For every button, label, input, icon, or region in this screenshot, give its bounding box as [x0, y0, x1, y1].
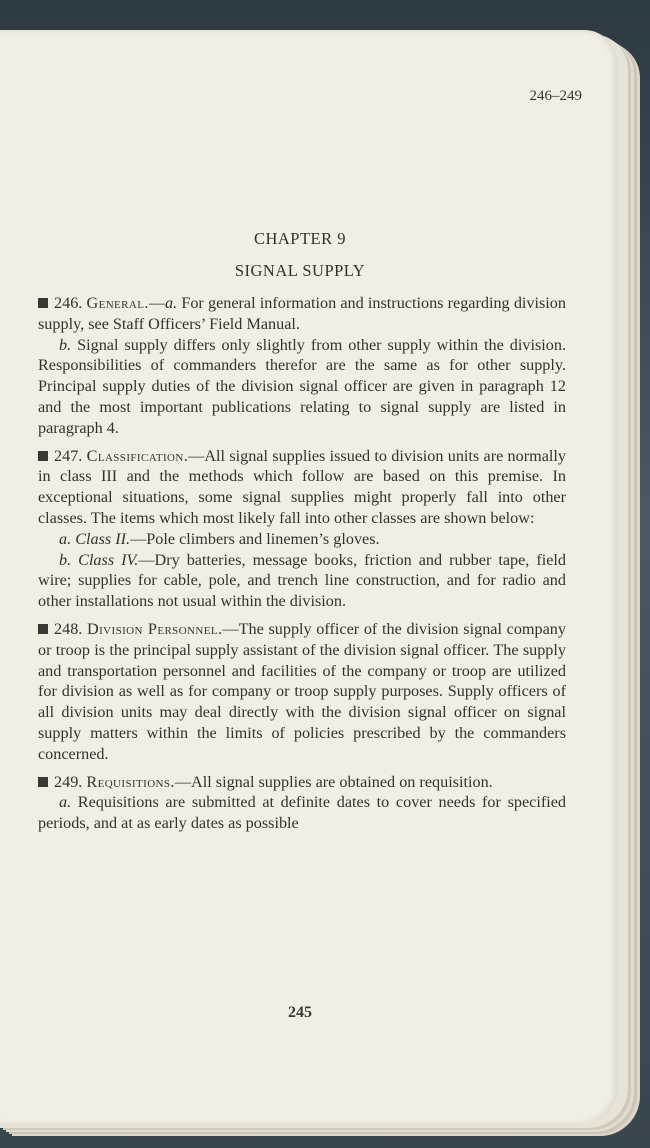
paragraph-247: 247. Classification.—All signal supplies issued to division units are normally in class III and the methods which follow are based on this premise. In exceptional situations, some signal supplies might properly fall into other classes. The items which most likely fall into other classes are shown below:: [38, 446, 566, 527]
chapter-title: SIGNAL SUPPLY: [234, 261, 366, 280]
paragraph-248: 248. Division Personnel.—The supply officer of the division signal company or troop is the principal supply assistant of the division signal officer. The supply and transportation personnel and facilities of the company or troop are utilized for division as well as for company or troop supply purposes. Supply officers of all division units may deal directly with the division signal officer on signal supply matters within the limits of policies prescribed by the commanders concerned.: [38, 619, 566, 763]
section-mark-icon: [38, 624, 48, 634]
paragraph-246-b: b. Signal supply differs only slightly from other supply within the division. Responsibilities of commanders therefor are the same as for other supply. Principal supply duties of the division signal officer are given in paragraph 12 and the most important publications relating to signal supply are listed in paragraph 4.: [38, 335, 566, 437]
chapter-number: CHAPTER 9: [253, 229, 347, 248]
section-mark-icon: [38, 451, 48, 461]
paragraph-246: 246. General.—a. For general information and instructions regarding division supply, see Staff Officers’ Field Manual.: [38, 294, 566, 333]
body-text: [38, 293, 566, 834]
page-number: 245: [288, 1004, 312, 1021]
running-page-range: 246–249: [529, 88, 582, 104]
paragraph-249: 249. Requisitions.—All signal supplies are obtained on requisition.: [38, 772, 566, 793]
section-mark-icon: [38, 298, 48, 308]
paragraph-249-a: a. Requisitions are submitted at definite dates to cover needs for specified periods, and at as early dates as possible: [38, 793, 566, 833]
paragraph-247-b: b. Class IV.—Dry batteries, message books, friction and rubber tape, field wire; supplies for cable, pole, and trench line construction, and for radio and other installations not usual within the division.: [38, 550, 566, 611]
section-mark-icon: [38, 777, 48, 787]
paragraph-247-a: a. Class II.—Pole climbers and linemen’s gloves.: [59, 529, 380, 548]
